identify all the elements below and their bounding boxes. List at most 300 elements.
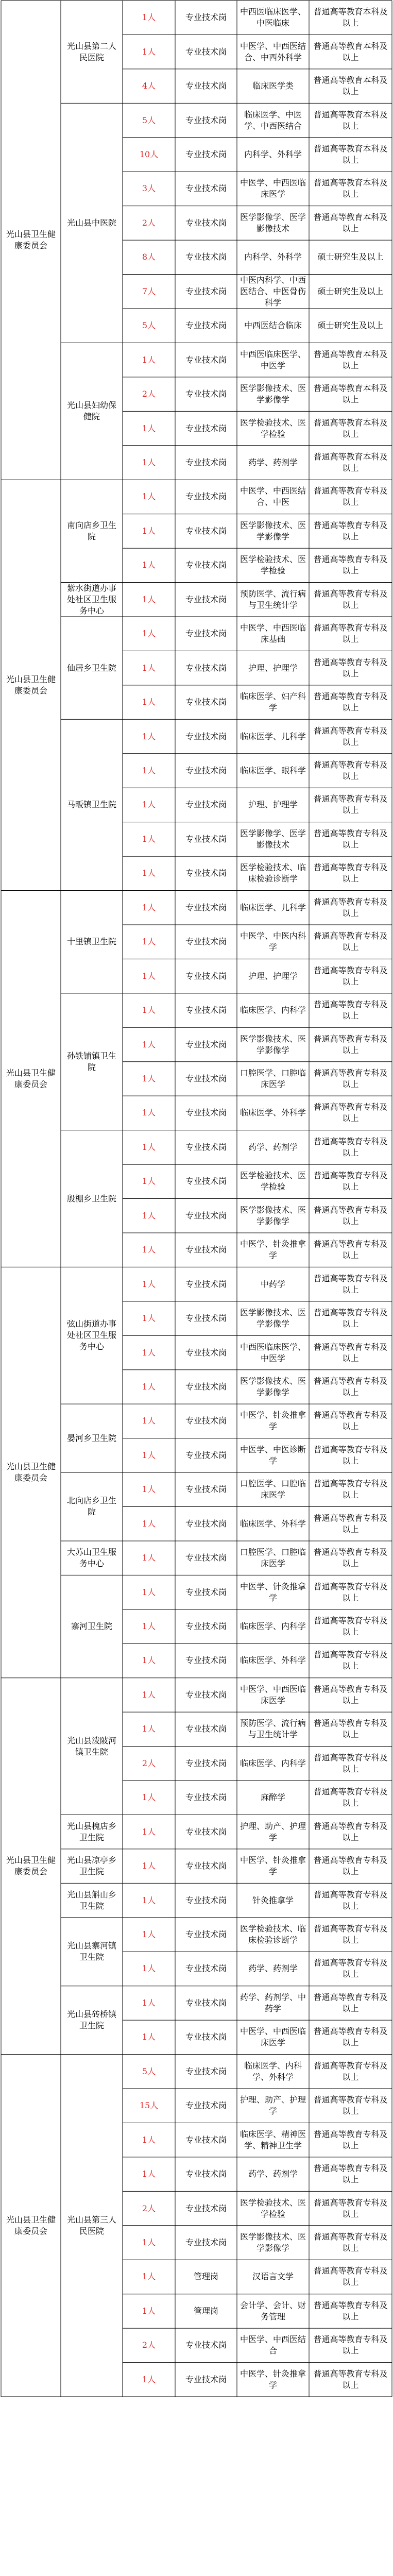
cell-education: 普通高等教育专科及以上	[313, 520, 388, 541]
cell-count: 1人	[142, 937, 156, 947]
cell-education: 普通高等教育专科及以上	[313, 1136, 388, 1158]
cell-education: 普通高等教育本科及以上	[313, 417, 388, 439]
cell-count: 1人	[142, 1176, 156, 1187]
cell-education: 普通高等教育专科及以上	[313, 486, 388, 507]
cell-major: 中西医临床医学、中医临床	[240, 7, 306, 28]
cell-unit: 光山县凉亭乡卫生院	[66, 1855, 116, 1877]
cell-unit: 南向店乡卫生院	[66, 520, 116, 541]
cell-post: 专业技术岗	[185, 1792, 227, 1803]
cell-major: 汉语言文学	[252, 2272, 294, 2282]
cell-education: 普通高等教育本科及以上	[313, 143, 388, 165]
cell-education: 普通高等教育专科及以上	[313, 931, 388, 953]
cell-major: 药学、药剂学	[248, 1963, 298, 1974]
cell-education: 普通高等教育专科及以上	[313, 896, 388, 918]
cell-count: 1人	[142, 731, 156, 741]
cell-count: 2人	[142, 389, 156, 399]
cell-count: 1人	[142, 697, 156, 707]
cell-post: 管理岗	[193, 2272, 218, 2282]
cell-count: 1人	[142, 1210, 156, 1221]
cell-post: 专业技术岗	[185, 663, 227, 673]
cell-major: 临床医学、内科学	[240, 1621, 306, 1632]
cell-education: 普通高等教育专科及以上	[313, 725, 388, 747]
cell-post: 专业技术岗	[185, 1484, 227, 1495]
cell-major: 麻醉学	[260, 1792, 285, 1803]
cell-post: 专业技术岗	[185, 1826, 227, 1837]
cell-education: 普通高等教育专科及以上	[313, 1787, 388, 1808]
cell-count: 10人	[139, 149, 159, 159]
cell-department: 光山县卫生健康委员会	[6, 2214, 56, 2236]
cell-unit: 寨河卫生院	[71, 1621, 112, 1632]
cell-major: 口腔医学、口腔临床医学	[240, 1067, 306, 1089]
cell-major: 临床医学、眼科学	[240, 765, 306, 775]
cell-post: 专业技术岗	[185, 12, 227, 23]
cell-education: 普通高等教育专科及以上	[313, 2300, 388, 2321]
cell-count: 1人	[142, 1724, 156, 1734]
cell-count: 1人	[142, 423, 156, 433]
cell-post: 专业技术岗	[185, 1381, 227, 1392]
cell-education: 普通高等教育专科及以上	[313, 2163, 388, 2185]
cell-major: 中医学、针灸推拿学	[240, 1410, 306, 1432]
cell-education: 普通高等教育专科及以上	[313, 759, 388, 781]
cell-education: 普通高等教育专科及以上	[313, 794, 388, 816]
cell-post: 专业技术岗	[185, 1142, 227, 1152]
cell-post: 专业技术岗	[185, 81, 227, 91]
cell-count: 1人	[142, 1553, 156, 1563]
cell-post: 专业技术岗	[185, 183, 227, 194]
cell-count: 1人	[142, 2272, 156, 2282]
cell-education: 普通高等教育专科及以上	[313, 588, 388, 610]
cell-major: 中医学、中西医结合	[240, 2334, 306, 2356]
cell-post: 专业技术岗	[185, 354, 227, 365]
cell-major: 临床医学、外科学	[240, 1518, 306, 1529]
cell-count: 1人	[142, 12, 156, 23]
cell-major: 医学检验技术、医学检验	[240, 1171, 306, 1192]
cell-major: 中医学、中西医临床医学	[240, 1684, 306, 1705]
cell-unit: 殷棚乡卫生院	[66, 1193, 116, 1204]
cell-count: 1人	[142, 902, 156, 912]
cell-education: 普通高等教育专科及以上	[313, 1410, 388, 1432]
cell-post: 专业技术岗	[185, 1963, 227, 1974]
cell-post: 专业技术岗	[185, 149, 227, 159]
cell-post: 专业技术岗	[185, 320, 227, 331]
cell-major: 药学、药剂学	[248, 1142, 298, 1152]
cell-major: 中医学、中西医结合、中西外科学	[240, 41, 306, 62]
cell-post: 专业技术岗	[185, 1861, 227, 1871]
cell-count: 1人	[142, 457, 156, 467]
cell-count: 1人	[142, 1484, 156, 1495]
cell-major: 医学影像学、医学影像技术	[240, 212, 306, 233]
cell-unit: 紫水街道办事处社区卫生服务中心	[66, 583, 116, 616]
cell-major: 中医学、中西医临床基础	[240, 623, 306, 645]
cell-education: 普通高等教育本科及以上	[313, 451, 388, 473]
cell-major: 中医学、针灸推拿学	[240, 1855, 306, 1877]
cell-unit: 孙铁铺镇卫生院	[66, 1050, 116, 1072]
cell-post: 专业技术岗	[185, 1553, 227, 1563]
cell-post: 专业技术岗	[185, 1347, 227, 1358]
cell-education: 普通高等教育专科及以上	[313, 1273, 388, 1295]
cell-count: 1人	[142, 1895, 156, 1905]
cell-count: 1人	[142, 971, 156, 981]
cell-unit: 晏河乡卫生院	[66, 1433, 116, 1443]
cell-count: 1人	[142, 1518, 156, 1529]
cell-unit: 十里镇卫生院	[66, 937, 116, 947]
cell-education: 普通高等教育专科及以上	[313, 1033, 388, 1055]
cell-major: 口腔医学、口腔临床医学	[240, 1479, 306, 1500]
cell-count: 1人	[142, 2374, 156, 2384]
cell-post: 专业技术岗	[185, 252, 227, 262]
cell-count: 1人	[142, 354, 156, 365]
cell-major: 内科学、外科学	[244, 252, 302, 262]
cell-education: 普通高等教育专科及以上	[313, 999, 388, 1021]
cell-education: 普通高等教育专科及以上	[313, 828, 388, 850]
cell-department: 光山县卫生健康委员会	[6, 1067, 56, 1089]
cell-education: 普通高等教育专科及以上	[313, 2266, 388, 2287]
cell-post: 专业技术岗	[185, 1039, 227, 1049]
cell-unit: 大苏山卫生服务中心	[66, 1547, 116, 1569]
cell-major: 口腔医学、口腔临床医学	[240, 1547, 306, 1569]
cell-education: 普通高等教育专科及以上	[313, 1205, 388, 1226]
cell-post: 专业技术岗	[185, 731, 227, 741]
cell-major: 药学、药剂学	[248, 2169, 298, 2179]
cell-post: 专业技术岗	[185, 1005, 227, 1015]
cell-major: 医学检验技术、医学检验	[240, 417, 306, 439]
cell-post: 专业技术岗	[185, 2066, 227, 2076]
cell-major: 临床医学、内科学	[240, 1005, 306, 1015]
cell-count: 1人	[142, 1963, 156, 1974]
cell-post: 专业技术岗	[185, 2169, 227, 2179]
cell-post: 专业技术岗	[185, 286, 227, 296]
cell-count: 1人	[142, 1347, 156, 1358]
cell-education: 普通高等教育专科及以上	[313, 657, 388, 679]
cell-post: 专业技术岗	[185, 834, 227, 844]
cell-unit: 光山县斛山乡卫生院	[66, 1889, 116, 1911]
cell-education: 普通高等教育专科及以上	[313, 1924, 388, 1945]
cell-post: 专业技术岗	[185, 902, 227, 912]
cell-unit: 北向店乡卫生院	[66, 1496, 116, 1517]
cell-education: 普通高等教育专科及以上	[313, 1239, 388, 1261]
cell-education: 普通高等教育专科及以上	[313, 1752, 388, 1774]
cell-count: 1人	[142, 2134, 156, 2145]
cell-major: 预防医学、流行病与卫生统计学	[240, 1718, 306, 1740]
cell-post: 专业技术岗	[185, 457, 227, 467]
cell-count: 1人	[142, 1005, 156, 1015]
cell-post: 专业技术岗	[185, 1450, 227, 1460]
cell-post: 专业技术岗	[185, 1724, 227, 1734]
cell-education: 普通高等教育专科及以上	[313, 554, 388, 576]
cell-major: 护理、护理学	[248, 971, 298, 981]
cell-education: 普通高等教育专科及以上	[313, 1342, 388, 1363]
cell-count: 5人	[142, 115, 156, 125]
cell-major: 中医内科学、中西医结合、中医骨伤科学	[240, 275, 306, 308]
cell-department: 光山县卫生健康委员会	[6, 1855, 56, 1877]
cell-post: 专业技术岗	[185, 526, 227, 536]
cell-post: 专业技术岗	[185, 629, 227, 639]
cell-post: 专业技术岗	[185, 1655, 227, 1666]
cell-post: 专业技术岗	[185, 1587, 227, 1597]
cell-post: 专业技术岗	[185, 1689, 227, 1700]
cell-major: 医学影像技术、医学影像学	[240, 1376, 306, 1397]
cell-post: 专业技术岗	[185, 765, 227, 775]
cell-count: 1人	[142, 560, 156, 570]
cell-major: 中医学、针灸推拿学	[240, 1239, 306, 1261]
cell-post: 专业技术岗	[185, 2374, 227, 2384]
cell-post: 专业技术岗	[185, 1210, 227, 1221]
cell-post: 专业技术岗	[185, 1997, 227, 2008]
cell-major: 护理、助产、护理学	[240, 1821, 306, 1842]
cell-post: 专业技术岗	[185, 868, 227, 878]
cell-education: 普通高等教育专科及以上	[313, 1171, 388, 1192]
cell-education: 普通高等教育专科及以上	[313, 2060, 388, 2082]
cell-major: 医学影像技术、医学影像学	[240, 520, 306, 541]
cell-major: 针灸推拿学	[252, 1895, 294, 1905]
cell-education: 普通高等教育专科及以上	[313, 1718, 388, 1740]
cell-major: 医学影像技术、医学影像学	[240, 1308, 306, 1329]
cell-count: 1人	[142, 1313, 156, 1324]
cell-major: 临床医学、儿科学	[240, 902, 306, 912]
cell-unit: 光山县寨河镇卫生院	[66, 1941, 116, 1962]
cell-count: 5人	[142, 320, 156, 331]
cell-count: 1人	[142, 1039, 156, 1049]
cell-count: 15人	[139, 2100, 159, 2111]
cell-post: 专业技术岗	[185, 1279, 227, 1289]
cell-major: 药学、药剂学、中药学	[240, 1992, 306, 2013]
cell-count: 1人	[142, 868, 156, 878]
cell-education: 普通高等教育本科及以上	[313, 75, 388, 97]
cell-education: 普通高等教育专科及以上	[313, 1513, 388, 1534]
cell-education: 普通高等教育专科及以上	[313, 2026, 388, 2048]
cell-education: 普通高等教育专科及以上	[313, 2129, 388, 2150]
cell-count: 1人	[142, 800, 156, 810]
cell-education: 普通高等教育专科及以上	[313, 2334, 388, 2356]
cell-post: 专业技术岗	[185, 492, 227, 502]
cell-count: 1人	[142, 46, 156, 57]
cell-major: 中医学、针灸推拿学	[240, 2368, 306, 2390]
cell-major: 中医学、针灸推拿学	[240, 1581, 306, 1603]
cell-count: 2人	[142, 2203, 156, 2213]
cell-department: 光山县卫生健康委员会	[6, 674, 56, 696]
cell-major: 临床医学、儿科学	[240, 731, 306, 741]
cell-major: 内科学、外科学	[244, 149, 302, 159]
cell-post: 专业技术岗	[185, 1108, 227, 1118]
cell-count: 1人	[142, 1279, 156, 1289]
cell-education: 普通高等教育专科及以上	[313, 691, 388, 713]
cell-major: 临床医学类	[252, 81, 294, 91]
cell-post: 专业技术岗	[185, 1245, 227, 1255]
cell-major: 临床医学、妇产科学	[240, 691, 306, 713]
cell-education: 普通高等教育专科及以上	[313, 1650, 388, 1671]
cell-major: 医学影像技术、医学影像学	[240, 383, 306, 405]
cell-count: 1人	[142, 2238, 156, 2248]
cell-unit: 光山县第三人民医院	[66, 2214, 116, 2236]
cell-major: 临床医学、外科学	[240, 1655, 306, 1666]
cell-major: 药学、药剂学	[248, 457, 298, 467]
cell-count: 2人	[142, 1758, 156, 1768]
cell-major: 临床医学、外科学	[240, 1108, 306, 1118]
cell-count: 1人	[142, 1792, 156, 1803]
cell-major: 中药学	[260, 1279, 285, 1289]
cell-count: 1人	[142, 629, 156, 639]
cell-count: 1人	[142, 1929, 156, 1940]
cell-unit: 马畈镇卫生院	[66, 800, 116, 810]
cell-count: 1人	[142, 1416, 156, 1426]
cell-education: 普通高等教育专科及以上	[313, 1684, 388, 1705]
cell-education: 普通高等教育专科及以上	[313, 2368, 388, 2390]
cell-post: 专业技术岗	[185, 389, 227, 399]
cell-education: 普通高等教育专科及以上	[313, 1102, 388, 1124]
cell-count: 1人	[142, 663, 156, 673]
cell-post: 专业技术岗	[185, 1518, 227, 1529]
cell-count: 1人	[142, 1108, 156, 1118]
cell-education: 普通高等教育专科及以上	[313, 1581, 388, 1603]
cell-education: 普通高等教育本科及以上	[313, 41, 388, 62]
cell-post: 专业技术岗	[185, 423, 227, 433]
cell-education: 硕士研究生及以上	[317, 320, 384, 331]
cell-unit: 光山县妇幼保健院	[66, 400, 116, 422]
cell-count: 2人	[142, 217, 156, 228]
cell-major: 医学检验技术、医学检验	[240, 554, 306, 576]
cell-education: 普通高等教育专科及以上	[313, 1992, 388, 2013]
cell-major: 中医学、中西医临床医学	[240, 178, 306, 199]
cell-count: 1人	[142, 1450, 156, 1460]
cell-count: 1人	[142, 2032, 156, 2042]
cell-education: 普通高等教育本科及以上	[313, 178, 388, 199]
cell-major: 中西医结合临床	[244, 320, 302, 331]
cell-count: 1人	[142, 1142, 156, 1152]
cell-major: 医学检验技术、临床检验诊断学	[240, 1924, 306, 1945]
cell-education: 普通高等教育专科及以上	[313, 2095, 388, 2116]
cell-post: 专业技术岗	[185, 560, 227, 570]
cell-education: 普通高等教育专科及以上	[313, 1958, 388, 1979]
cell-major: 临床医学、中医学、中西医结合	[244, 109, 302, 131]
cell-education: 普通高等教育专科及以上	[313, 1479, 388, 1500]
cell-post: 专业技术岗	[185, 971, 227, 981]
cell-major: 会计学、会计、财务管理	[240, 2300, 306, 2321]
cell-count: 1人	[142, 526, 156, 536]
cell-count: 1人	[142, 1826, 156, 1837]
cell-education: 硕士研究生及以上	[317, 286, 384, 296]
cell-major: 医学检验技术、医学检验	[240, 2197, 306, 2219]
cell-count: 7人	[142, 286, 156, 296]
cell-education: 普通高等教育本科及以上	[313, 7, 388, 28]
cell-education: 普通高等教育专科及以上	[313, 1444, 388, 1466]
cell-education: 普通高等教育专科及以上	[313, 1855, 388, 1877]
cell-unit: 光山县第二人民医院	[66, 41, 116, 62]
cell-education: 普通高等教育专科及以上	[313, 2197, 388, 2219]
cell-major: 中西医临床医学、中医学	[240, 349, 306, 370]
cell-education: 硕士研究生及以上	[317, 252, 384, 262]
cell-major: 医学影像学、医学影像技术	[240, 828, 306, 850]
cell-education: 普通高等教育专科及以上	[313, 1547, 388, 1569]
cell-count: 2人	[142, 2340, 156, 2350]
cell-major: 临床医学、精神医学、精神卫生学	[240, 2129, 306, 2150]
cell-unit: 光山县泼陂河镇卫生院	[66, 1735, 116, 1757]
cell-count: 1人	[142, 1245, 156, 1255]
cell-post: 专业技术岗	[185, 2100, 227, 2111]
cell-education: 普通高等教育专科及以上	[313, 2232, 388, 2253]
cell-post: 专业技术岗	[185, 1895, 227, 1905]
cell-count: 1人	[142, 1381, 156, 1392]
cell-major: 中西医临床医学、中医学	[240, 1342, 306, 1363]
cell-count: 1人	[142, 492, 156, 502]
cell-major: 医学影像技术、医学影像学	[240, 2232, 306, 2253]
cell-post: 专业技术岗	[185, 1621, 227, 1632]
cell-department: 光山县卫生健康委员会	[6, 229, 56, 251]
cell-post: 专业技术岗	[185, 937, 227, 947]
cell-count: 1人	[142, 1587, 156, 1597]
cell-education: 普通高等教育专科及以上	[313, 965, 388, 987]
cell-major: 临床医学、内科学、外科学	[244, 2060, 302, 2082]
cell-unit: 光山县砖桥镇卫生院	[66, 2009, 116, 2031]
cell-education: 普通高等教育本科及以上	[313, 383, 388, 405]
cell-count: 1人	[142, 1861, 156, 1871]
cell-count: 1人	[142, 1655, 156, 1666]
cell-count: 1人	[142, 2306, 156, 2316]
cell-major: 医学影像技术、医学影像学	[240, 1033, 306, 1055]
cell-education: 普通高等教育本科及以上	[313, 212, 388, 233]
cell-count: 1人	[142, 1689, 156, 1700]
cell-education: 普通高等教育专科及以上	[313, 1376, 388, 1397]
cell-count: 1人	[142, 1073, 156, 1083]
cell-major: 预防医学、流行病与卫生统计学	[240, 588, 306, 610]
cell-unit: 光山县槐店乡卫生院	[66, 1821, 116, 1842]
cell-major: 护理、护理学	[248, 800, 298, 810]
cell-post: 专业技术岗	[185, 1758, 227, 1768]
cell-count: 1人	[142, 2169, 156, 2179]
cell-post: 专业技术岗	[185, 1176, 227, 1187]
cell-post: 专业技术岗	[185, 800, 227, 810]
cell-unit: 仙居乡卫生院	[66, 663, 116, 673]
cell-post: 专业技术岗	[185, 697, 227, 707]
cell-post: 专业技术岗	[185, 2238, 227, 2248]
cell-post: 专业技术岗	[185, 217, 227, 228]
cell-education: 普通高等教育专科及以上	[313, 862, 388, 884]
cell-education: 普通高等教育专科及以上	[313, 1616, 388, 1637]
cell-count: 1人	[142, 1621, 156, 1632]
cell-major: 中医学、中西医结合、中医	[240, 486, 306, 507]
cell-major: 中医学、中医诊断学	[240, 1444, 306, 1466]
cell-unit: 光山县中医院	[66, 217, 116, 228]
cell-post: 专业技术岗	[185, 1416, 227, 1426]
cell-post: 专业技术岗	[185, 594, 227, 604]
cell-education: 普通高等教育本科及以上	[313, 349, 388, 370]
cell-unit: 弦山街道办事处社区卫生服务中心	[66, 1319, 116, 1352]
cell-major: 护理、助产、护理学	[240, 2095, 306, 2116]
cell-department: 光山县卫生健康委员会	[6, 1462, 56, 1483]
cell-education: 普通高等教育专科及以上	[313, 623, 388, 645]
cell-major: 中医学、中医内科学	[240, 931, 306, 953]
cell-major: 医学影像技术、医学影像学	[240, 1205, 306, 1226]
cell-count: 8人	[142, 252, 156, 262]
cell-major: 医学检验技术、临床检验诊断学	[240, 862, 306, 884]
cell-count: 5人	[142, 2066, 156, 2076]
cell-post: 专业技术岗	[185, 2203, 227, 2213]
cell-education: 普通高等教育专科及以上	[313, 1889, 388, 1911]
cell-post: 专业技术岗	[185, 1929, 227, 1940]
cell-post: 管理岗	[193, 2306, 218, 2316]
cell-post: 专业技术岗	[185, 1313, 227, 1324]
cell-count: 4人	[142, 81, 156, 91]
cell-count: 1人	[142, 834, 156, 844]
cell-major: 护理、护理学	[248, 663, 298, 673]
cell-major: 中医学、中西医临床医学	[240, 2026, 306, 2048]
cell-education: 普通高等教育专科及以上	[313, 1821, 388, 1842]
cell-post: 专业技术岗	[185, 46, 227, 57]
cell-post: 专业技术岗	[185, 2032, 227, 2042]
cell-post: 专业技术岗	[185, 2134, 227, 2145]
cell-count: 1人	[142, 1997, 156, 2008]
cell-education: 普通高等教育专科及以上	[313, 1067, 388, 1089]
cell-post: 专业技术岗	[185, 1073, 227, 1083]
